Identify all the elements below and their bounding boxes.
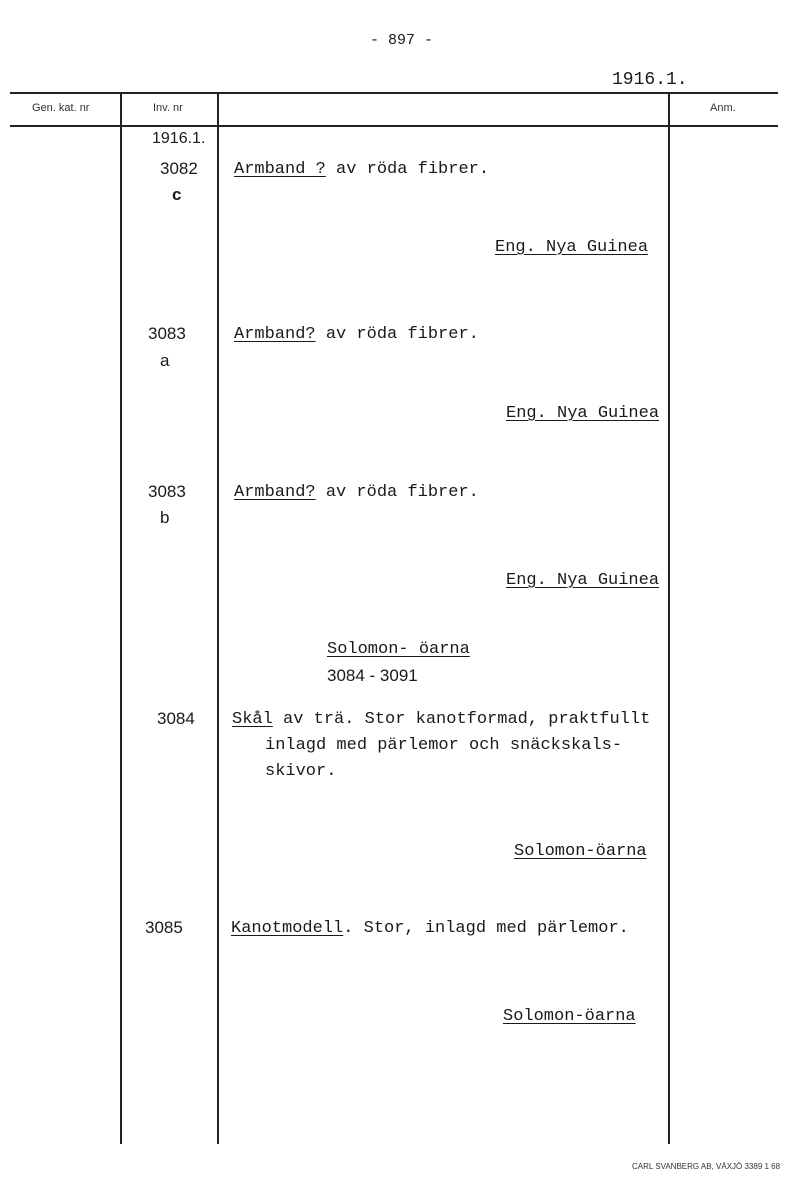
entry-location: Solomon-öarna	[514, 842, 647, 861]
inv-number: 3084	[157, 709, 195, 728]
entry-description	[232, 710, 650, 729]
inv-suffix: b	[160, 508, 170, 527]
column-rule-left	[120, 92, 122, 1144]
entry-location: Eng. Nya Guinea	[495, 238, 649, 257]
year-note: 1916.1.	[152, 130, 206, 147]
object-desc: av röda fibrer.	[325, 160, 490, 179]
inv-suffix: a	[160, 351, 170, 370]
inv-suffix: c	[172, 185, 182, 204]
object-desc: av trä. Stor kanotformad, praktfullt	[272, 710, 651, 729]
entry-location: Solomon-öarna	[503, 1007, 636, 1026]
column-header-anm: Anm.	[710, 102, 736, 114]
inv-number: 3083	[148, 482, 186, 501]
group-title: Solomon- öarna	[327, 640, 470, 659]
header-top-rule	[10, 92, 778, 94]
header-bottom-rule	[10, 125, 778, 127]
object-name: Armband ?	[234, 160, 326, 179]
entry-description-line: skivor.	[265, 762, 337, 781]
column-header-gen-kat: Gen. kat. nr	[32, 102, 90, 114]
entry-description	[231, 919, 629, 938]
header-year: 1916.1.	[612, 70, 688, 90]
inv-number: 3085	[145, 918, 183, 937]
object-name: Armband?	[234, 483, 316, 502]
printer-footer: CARL SVANBERG AB, VÄXJÖ 3389 1 68	[632, 1162, 781, 1171]
object-desc: av röda fibrer.	[315, 483, 479, 502]
column-header-inv: Inv. nr	[153, 102, 183, 114]
object-desc: av röda fibrer.	[315, 325, 479, 344]
column-rule-right	[668, 92, 670, 1144]
entry-location: Eng. Nya Guinea	[506, 404, 660, 423]
entry-description	[234, 483, 479, 502]
group-range: 3084 - 3091	[327, 666, 418, 685]
entry-location: Eng. Nya Guinea	[506, 571, 660, 590]
object-name: Kanotmodell	[231, 919, 344, 938]
object-name: Armband?	[234, 325, 316, 344]
inv-number: 3083	[148, 324, 186, 343]
page-number: - 897 -	[370, 32, 434, 49]
inv-number: 3082	[160, 159, 198, 178]
entry-description	[234, 160, 489, 179]
object-desc: . Stor, inlagd med pärlemor.	[343, 919, 629, 938]
object-name: Skål	[232, 710, 273, 729]
column-rule-middle	[217, 92, 219, 1144]
entry-description-line: inlagd med pärlemor och snäckskals-	[265, 736, 623, 755]
entry-description	[234, 325, 479, 344]
